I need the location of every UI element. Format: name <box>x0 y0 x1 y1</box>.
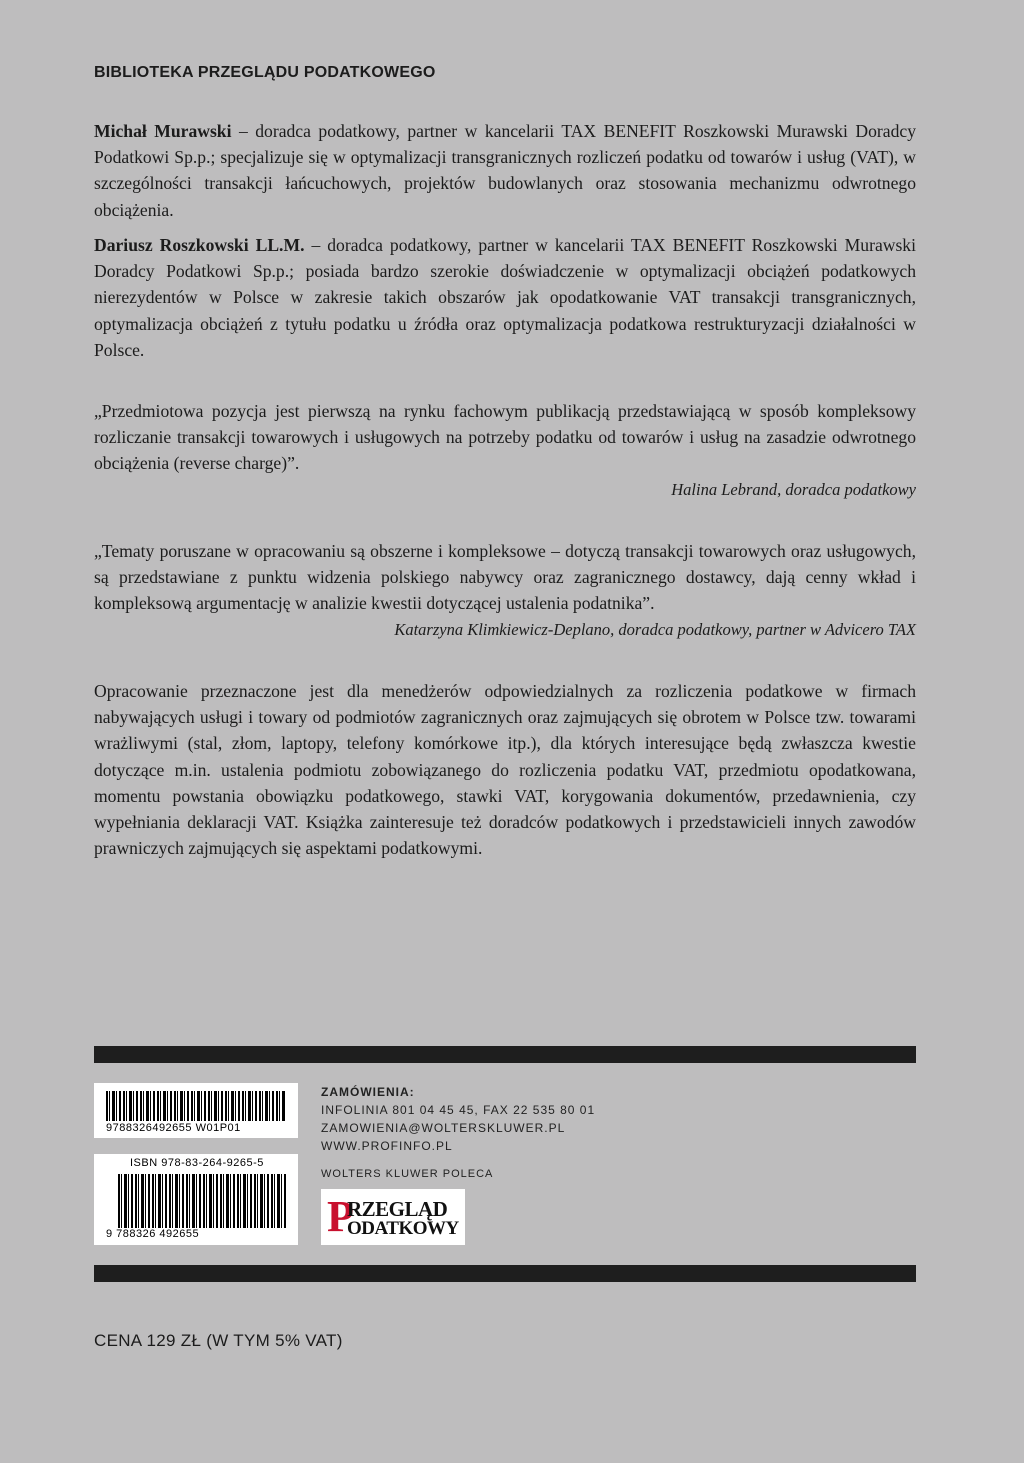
orders-website[interactable]: WWW.PROFINFO.PL <box>321 1139 453 1153</box>
orders-email[interactable]: ZAMOWIENIA@WOLTERSKLUWER.PL <box>321 1121 566 1135</box>
barcode-primary <box>94 1083 298 1138</box>
author-bio-roszkowski <box>94 232 916 363</box>
author-bio-text: – doradca podatkowy, partner w kancelarii TAX BENEFIT Roszkowski Murawski Doradcy Podatkowi Sp.p.; specjalizuje się w optymalizacji transgranicznych rozliczeń podatku od towarów i usług (VAT), w szczególności transakcji łańcuchowych, projektów budowlanych oraz stosowania mechanizmu odwrotnego obciążenia. <box>94 121 916 220</box>
quote-text: „Przedmiotowa pozycja jest pierwszą na rynku fachowym publikacją przedstawiającą w sposób kompleksowy rozliczanie transakcji towarowych i usługowych na potrzeby podatku od towarów i usług na zasadzie odwrotnego obciążenia (reverse charge)”. <box>94 401 916 474</box>
orders-title: ZAMÓWIENIA: <box>321 1085 415 1099</box>
author-bio-text: – doradca podatkowy, partner w kancelarii TAX BENEFIT Roszkowski Murawski Doradcy Podatkowi Sp.p.; posiada bardzo szerokie doświadczenie w optymalizacji obciążeń podatkowych nierezydentów w Polsce w zakresie takich obszarów jak opodatkowanie VAT transakcji transgranicznych, optymalizacja obciążeń z tytułu podatku u źródła oraz optymalizacja podatkowa restrukturyzacji działalności w Polsce. <box>94 235 916 360</box>
book-description: Opracowanie przeznaczone jest dla menedżerów odpowiedzialnych za rozliczenia podatkowe w firmach nabywających usługi i towary od podmiotów zagranicznych oraz zajmujących się obrotem w Polsce tzw. towarami wrażliwymi (stal, złom, laptopy, telefony komórkowe itp.), dla których interesujące będą zwłaszcza kwestie dotyczące m.in. ustalenia podmiotu zobowiązanego do rozliczenia podatku VAT, przedmiotu opodatkowana, momentu powstania obowiązku podatkowego, stawki VAT, korygowania dokumentów, przedawnienia, czy wypełniania deklaracji VAT. Książka zainteresuje też doradców podatkowych i przedstawicieli innych zawodów prawniczych zajmujących się aspektami podatkowymi. <box>94 681 916 859</box>
przeglad-podatkowy-logo <box>321 1189 465 1245</box>
author-name: Michał Murawski <box>94 121 232 141</box>
divider-bar <box>94 1046 916 1063</box>
divider-bar <box>94 1265 916 1282</box>
author-bio-murawski <box>94 118 916 223</box>
price-label: CENA 129 ZŁ (W TYM 5% VAT) <box>94 1331 343 1350</box>
logo-letter: P <box>327 1192 354 1241</box>
author-name: Dariusz Roszkowski LL.M. <box>94 235 305 255</box>
quote-text: „Tematy poruszane w opracowaniu są obszerne i kompleksowe – dotyczą transakcji towarowych oraz usługowych, są przedstawiane z punktu widzenia polskiego nabywcy oraz zagranicznego dostawcy, dają cenny wkład i kompleksową argumentację w analizie kwestii dotyczącej ustalenia podatnika”. <box>94 541 916 614</box>
recommend-label: WOLTERS KLUWER POLECA <box>321 1168 494 1180</box>
barcode-number: 9 788326 492655 <box>106 1228 200 1240</box>
series-title: BIBLIOTEKA PRZEGLĄDU PODATKOWEGO <box>94 64 436 81</box>
barcode-isbn <box>94 1154 298 1245</box>
barcode-bars <box>106 1091 286 1121</box>
logo-line2: ODATKOWY <box>347 1218 459 1239</box>
orders-phone: INFOLINIA 801 04 45 45, FAX 22 535 80 01 <box>321 1103 596 1117</box>
orders-block <box>321 1083 595 1155</box>
barcode-number: 9788326492655 W01P01 <box>106 1122 241 1134</box>
quote-author: Halina Lebrand, doradca podatkowy <box>671 480 916 499</box>
isbn-label: ISBN 978-83-264-9265-5 <box>130 1157 264 1169</box>
quote-author: Katarzyna Klimkiewicz-Deplano, doradca podatkowy, partner w Advicero TAX <box>394 620 916 639</box>
logo-line1: RZEGLĄD <box>347 1197 448 1221</box>
barcode-bars <box>118 1174 286 1228</box>
